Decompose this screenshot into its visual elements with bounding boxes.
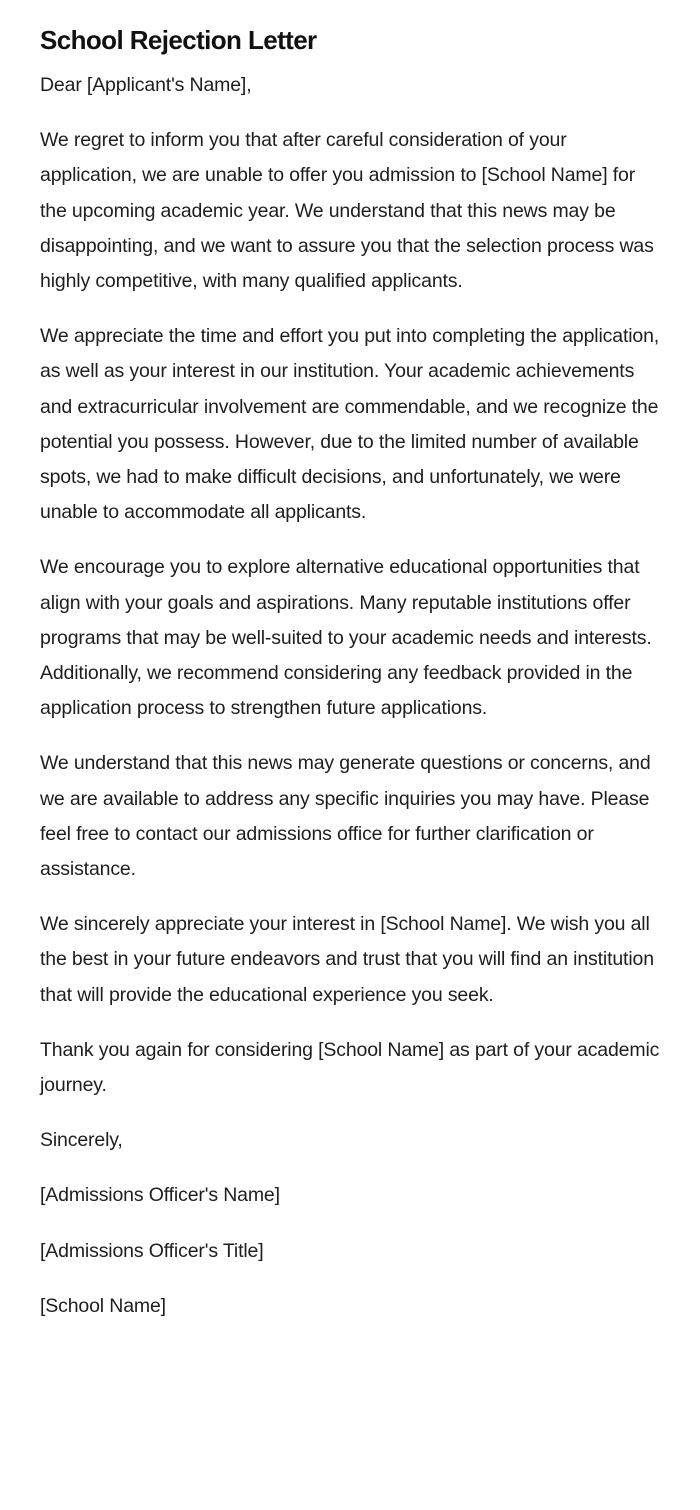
paragraph-rejection-notice: We regret to inform you that after careful consideration of your application, we are unable to offer you admission to [School Name] for the upcoming academic year. We understand that this news may be disappointing, and we want to assure you that the selection process was highly competitive, with many qualified applicants. <box>40 129 654 293</box>
paragraph-best-wishes: We sincerely appreciate your interest in [School Name]. We wish you all the best in your future endeavors and trust that you will find an institution that will provide the educational experience you seek. <box>40 913 654 1006</box>
signature-school: [School Name] <box>40 1294 166 1317</box>
salutation: Dear [Applicant's Name], <box>40 74 252 96</box>
closing: Sincerely, <box>40 1129 123 1152</box>
document-title: School Rejection Letter <box>40 25 317 55</box>
paragraph-appreciation: We appreciate the time and effort you put into completing the application, as well as your interest in our institution. Your academic achievements and extracurricular involvement are commendable, and we recognize the potential you possess. However, due to the limited number of available spots, we had to make difficult decisions, and unfortunately, we were unable to accommodate all applicants. <box>40 325 660 524</box>
signature-name: [Admissions Officer's Name] <box>40 1184 280 1207</box>
paragraph-thank-you: Thank you again for considering [School Name] as part of your academic journey. <box>40 1038 660 1097</box>
signature-title: [Admissions Officer's Title] <box>40 1239 264 1262</box>
paragraph-encouragement: We encourage you to explore alternative educational opportunities that align with your goals and aspirations. Many reputable institutions offer programs that may be well-suited to your academic needs and interests. Additionally, we recommend considering any feedback provided in the application process to strengthen future applications. <box>40 556 652 720</box>
paragraph-contact-info: We understand that this news may generate questions or concerns, and we are available to address any specific inquiries you may have. Please feel free to contact our admissions office for further clarification or assistance. <box>40 752 651 881</box>
